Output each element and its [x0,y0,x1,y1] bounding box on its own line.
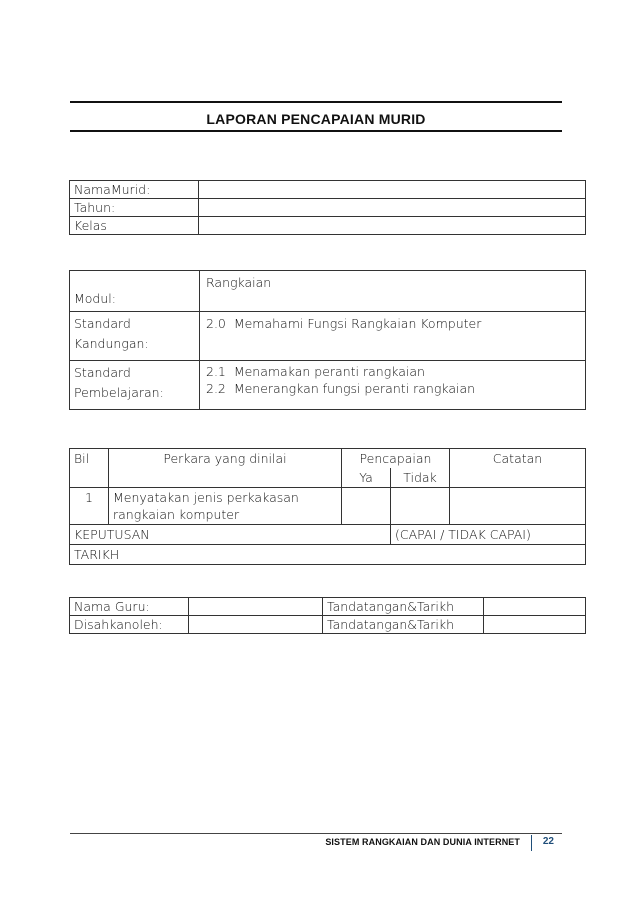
year-field[interactable] [199,199,586,217]
perkara-header: Perkara yang dinilai [109,449,342,488]
assessment-table [69,448,586,565]
sah-sign-field[interactable] [484,616,586,634]
catatan-cell[interactable] [450,488,586,525]
perkara-cell [109,488,342,525]
sp-value-line-1: 2.1 Menamakan peranti rangkaian [206,364,425,379]
module-info-table [69,270,586,410]
page-footer [70,835,562,849]
keputusan-value: (CAPAI / TIDAK CAPAI) [391,525,586,545]
sah-label: Disahkanoleh: [70,616,189,634]
sp-value-line-2: 2.2 Menerangkan fungsi peranti rangkaian [206,381,476,396]
tidak-header: Tidak [391,468,450,488]
tarikh-label: TARIKH [70,545,586,565]
footer-separator [531,835,533,851]
sp-label-line-2: Pembelajaran: [74,385,164,400]
modul-label-text: Modul: [74,291,116,306]
table-row [70,271,586,312]
table-row [70,545,586,565]
ya-cell[interactable] [342,488,391,525]
perkara-line-1: Menyatakan jenis perkakasan [113,490,299,505]
sah-name-field[interactable] [189,616,323,634]
bil-header: Bil [70,449,109,488]
guru-sign-field[interactable] [484,598,586,616]
page-number: 22 [542,836,554,847]
sah-sign-label: Tandatangan&Tarikh [323,616,484,634]
pencapaian-header: Pencapaian [342,449,450,469]
table-row [70,525,586,545]
table-row [70,217,586,235]
table-row [70,361,586,410]
footer-rule [70,833,562,834]
year-label: Tahun: [70,199,199,217]
modul-value: Rangkaian [200,271,586,312]
student-name-field[interactable] [199,181,586,199]
sk-label-line-1: Standard [74,316,131,331]
guru-sign-label: Tandatangan&Tarikh [323,598,484,616]
class-label: Kelas [70,217,199,235]
footer-title: SISTEM RANGKAIAN DAN DUNIA INTERNET [325,837,520,847]
table-row [70,616,586,634]
table-row [70,312,586,361]
sp-label-line-1: Standard [74,365,131,380]
standard-kandungan-label [70,312,200,361]
page-title: LAPORAN PENCAPAIAN MURID [206,111,426,127]
keputusan-label: KEPUTUSAN [70,525,391,545]
tidak-cell[interactable] [391,488,450,525]
catatan-header: Catatan [450,449,586,488]
guru-name-field[interactable] [189,598,323,616]
class-field[interactable] [199,217,586,235]
guru-label: Nama Guru: [70,598,189,616]
table-row [70,181,586,199]
sk-label-line-2: Kandungan: [74,336,149,351]
ya-header: Ya [342,468,391,488]
modul-label [70,271,200,312]
perkara-line-2: rangkaian komputer [113,507,240,522]
title-top-rule [70,101,562,103]
table-row [70,488,586,525]
signature-table [69,597,586,634]
bil-cell: 1 [70,488,109,525]
title-bottom-rule [70,130,562,132]
standard-pembelajaran-label [70,361,200,410]
student-name-label: NamaMurid: [70,181,199,199]
table-row [70,199,586,217]
standard-kandungan-value: 2.0 Memahami Fungsi Rangkaian Komputer [200,312,586,361]
table-row [70,598,586,616]
standard-pembelajaran-value [200,361,586,410]
table-row [70,449,586,469]
student-info-table [69,180,586,235]
